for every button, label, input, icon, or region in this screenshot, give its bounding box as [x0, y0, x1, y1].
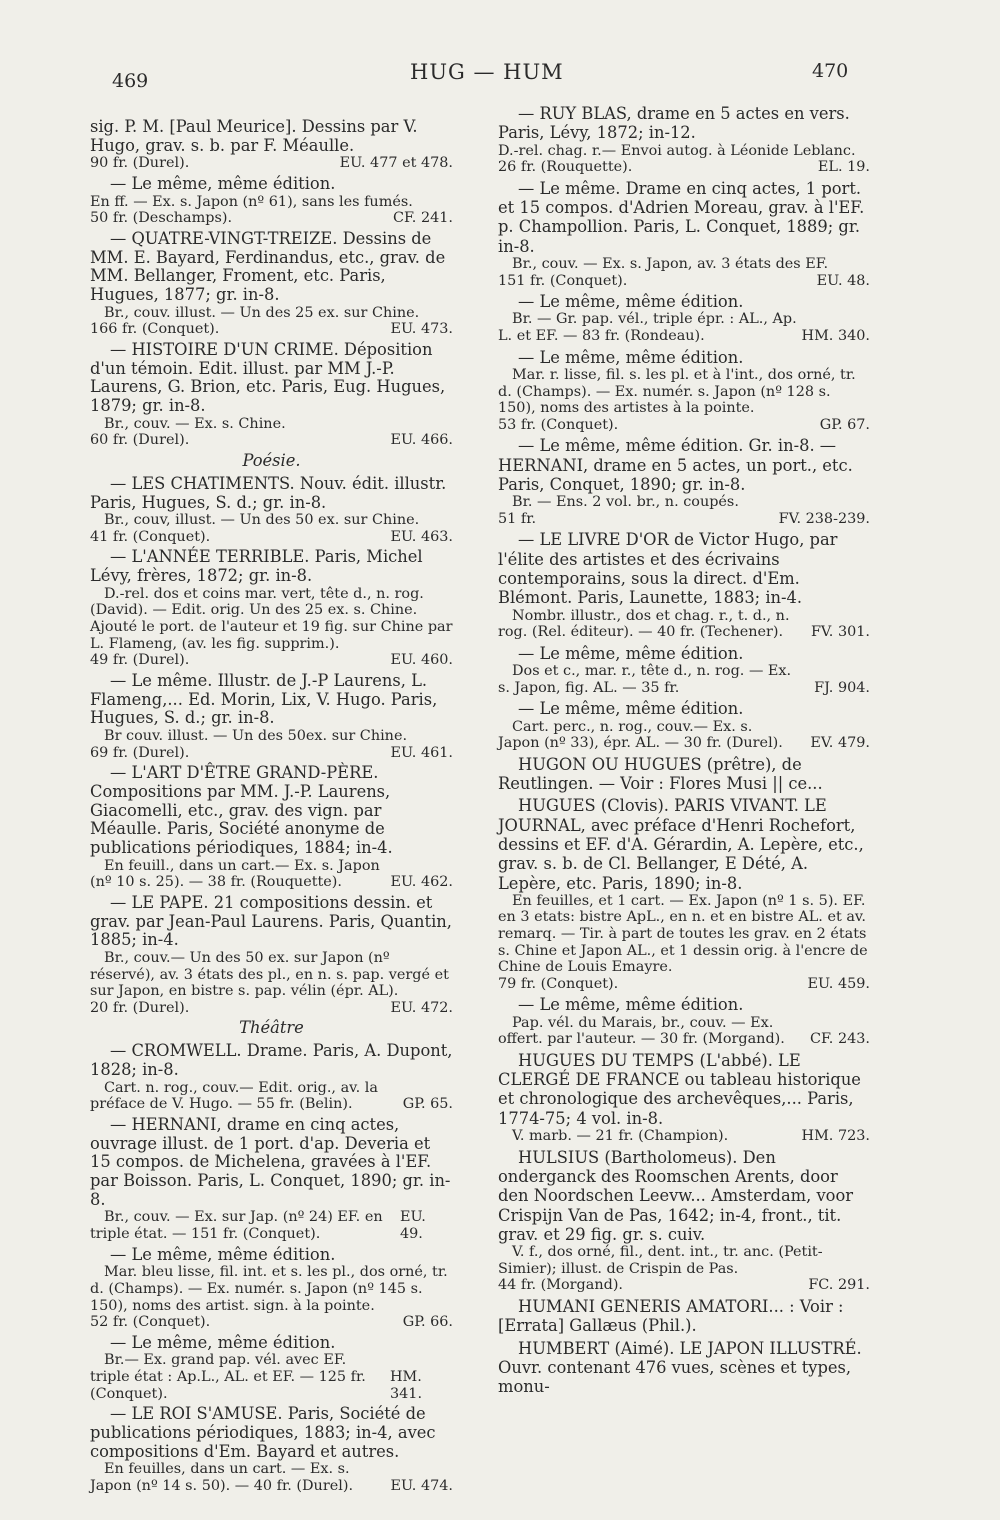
catalog-entry [90, 894, 453, 1016]
catalog-entry [498, 1051, 870, 1145]
entry-price-line [90, 1209, 453, 1242]
entry-text: — Le même. Drame en cinq actes, 1 port. et 15 compos. d'Adrien Moreau, grav. à l'EF. p. Champollion. Paris, L. Conquet, 1889; gr. in-8. [498, 178, 865, 256]
entry-ref: EU. 460. [390, 652, 453, 669]
catalog-entry [90, 175, 453, 227]
entry-text: — HERNANI, drame en cinq actes, ouvrage illust. de 1 port. d'ap. Deveria et 15 compos. de Michelena, gravées à l'EF. par Boisson. Paris, L. Conquet, 1890; gr. in-8. [90, 1114, 451, 1209]
catalog-entry [498, 755, 870, 794]
entry-text: — LE ROI S'AMUSE. Paris, Société de publications périodiques, 1883; in-4, avec compositions d'Em. Bayard et autres. [90, 1404, 436, 1461]
entry-ref: GP. 65. [402, 1096, 453, 1113]
entry-ref: EU. 48. [816, 272, 870, 289]
entry-price: 41 fr. (Conquet). [90, 528, 211, 545]
entry-note: Br., couv, illust. — Un des 50 ex. sur Chine. [104, 512, 420, 529]
entry-price-line [498, 311, 870, 344]
entry-price-line [90, 529, 453, 546]
entry-price: 90 fr. (Durel). [90, 155, 190, 172]
entry-note: Br. — Ens. 2 vol. br., n. coupés. [512, 494, 739, 511]
entry-price: 166 fr. (Conquet). [90, 321, 220, 338]
catalog-entry [90, 1116, 453, 1243]
entry-ref: EU. 463. [390, 528, 453, 545]
entry-note: Pap. vél. du Marais, br., couv. — Ex. offert. par l'auteur. — 30 fr. (Morgand). [498, 1014, 785, 1048]
entry-price-line [498, 159, 870, 176]
catalog-entry [90, 548, 453, 668]
entry-text: — QUATRE-VINGT-TREIZE. Dessins de MM. E. Bayard, Ferdinandus, etc., grav. de MM. Bellanger, Froment, etc. Paris, Hugues, 1877; gr. in-8. [90, 228, 446, 304]
entry-ref: FJ. 904. [814, 679, 870, 696]
entry-ref: EU. 462. [390, 874, 453, 891]
catalog-entry [498, 699, 870, 751]
entry-price: 26 fr. (Rouquette). [498, 159, 633, 176]
running-head: HUG — HUM [410, 60, 564, 84]
catalog-entry [90, 1334, 453, 1402]
entry-text: — LE LIVRE D'OR de Victor Hugo, par l'élite des artistes et des écrivains contemporains, sous la direct. d'Em. Blémont. Paris, Launette, 1883; in-4. [498, 530, 838, 608]
catalog-entry [90, 1405, 453, 1494]
entry-price: 69 fr. (Durel). [90, 744, 190, 761]
entry-note: Br., couv. — Ex. sur Jap. (nº 24) EF. en triple état. — 151 fr. (Conquet). [90, 1209, 383, 1243]
entry-note: Cart. perc., n. rog., couv.— Ex. s. Japon (nº 33), épr. AL. — 30 fr. (Durel). [498, 718, 783, 752]
entry-text: — Le même. Illustr. de J.-P Laurens, L. Flameng,... Ed. Morin, Lix, V. Hugo. Paris, Hugues, S. d.; gr. in-8. [90, 670, 438, 728]
entry-text: — Le même, même édition. [110, 1332, 336, 1352]
entry-ref: FV. 301. [810, 624, 870, 641]
catalog-entry [90, 118, 453, 172]
entry-price-line [498, 417, 870, 434]
entry-price-line [90, 155, 453, 172]
entry-ref: FC. 291. [808, 1277, 870, 1294]
entry-note: Br., couv. — Ex. s. Japon, av. 3 états des EF. [512, 255, 829, 272]
entry-note: Br., couv. illust. — Un des 25 ex. sur Chine. [104, 304, 420, 321]
entry-text: — CROMWELL. Drame. Paris, A. Dupont, 1828; in-8. [90, 1041, 453, 1080]
entry-note: En feuilles, et 1 cart. — Ex. Japon (nº 1 s. 5). EF. en 3 etats: bistre ApL., en n. et en bistre AL. et av. remarq. — Tir. à part de toutes les grav. en 2 états s. Chine et Japon AL., et 1 dessin orig. à l'encre de Chine de Louis Emayre. [498, 892, 868, 976]
entry-price: 60 fr. (Durel). [90, 432, 190, 449]
entry-price-line [498, 976, 870, 993]
entry-price: 79 fr. (Conquet). [498, 975, 619, 992]
entry-note: V. f., dos orné, fil., dent. int., tr. anc. (Petit-Simier); illust. de Crispin de Pas. [498, 1244, 823, 1277]
entry-price-line [90, 1352, 453, 1402]
catalog-entry [498, 436, 870, 527]
entry-note: En feuill., dans un cart.— Ex. s. Japon (nº 10 s. 25). — 38 fr. (Rouquette). [90, 857, 380, 891]
entry-ref: EU. 474. [390, 1477, 453, 1494]
entry-text: — Le même, même édition. [518, 292, 744, 312]
entry-price-line [498, 719, 870, 752]
entry-price-line [498, 273, 870, 290]
entry-text: HUGUES (Clovis). PARIS VIVANT. LE JOURNAL, avec préface d'Henri Rochefort, dessins et EF. d'A. Gérardin, A. Lepère, etc., grav. s. b. de Cl. Bellanger, E Dété, A. Lepère, etc. Paris, 1890; in-8. [498, 796, 864, 893]
entry-text: — LES CHATIMENTS. Nouv. édit. illustr. Paris, Hugues, S. d.; gr. in-8. [90, 473, 447, 512]
entry-ref: EU. 466. [390, 432, 453, 449]
catalog-entry [498, 530, 870, 640]
entry-price-line [498, 663, 870, 696]
entry-note: Br.— Ex. grand pap. vél. avec EF. triple état : Ap.L., AL. et EF. — 125 fr. (Conquet). [90, 1352, 366, 1402]
entry-ref: HM. 340. [801, 328, 870, 345]
catalog-entry [498, 348, 870, 434]
entry-text: HULSIUS (Bartholomeus). Den onderganck des Roomschen Arents, door den Noordschen Leevw... Amsterdam, voor Crispijn Van de Pas, 1642; in-4, front., tit. grav. et 29 fig. gr. s. cuiv. [498, 1147, 854, 1244]
catalog-entry [498, 1339, 870, 1397]
entry-ref: HM. 723. [801, 1128, 870, 1145]
catalog-entry [498, 292, 870, 344]
entry-price-line [90, 1314, 453, 1331]
entry-note: D.-rel. dos et coins mar. vert, tête d., n. rog. (David). — Edit. orig. Un des 25 ex. s. Chine. Ajouté le port. de l'auteur et 19 fig. sur Chine par L. Flameng, (av. les fig. supprim.). [90, 585, 453, 652]
entry-text: HUMANI GENERIS AMATORI... : Voir : [Errata] Gallæus (Phil.). [498, 1296, 844, 1336]
catalog-entry [498, 104, 870, 176]
entry-text: — Le même, même édition. [518, 643, 744, 663]
entry-price-line [498, 511, 870, 528]
page-number-right: 470 [812, 60, 849, 82]
entry-note: En feuilles, dans un cart. — Ex. s. Japon (nº 14 s. 50). — 40 fr. (Durel). [90, 1461, 354, 1494]
entry-text: — RUY BLAS, drame en 5 actes en vers. Paris, Lévy, 1872; in-12. [498, 104, 850, 143]
entry-ref: EV. 479. [810, 735, 870, 752]
entry-ref: EU. 459. [807, 975, 870, 992]
entry-text: — Le même, même édition. [110, 1244, 336, 1264]
catalog-entry [90, 1042, 453, 1113]
entry-price-line [498, 608, 870, 641]
entry-price: 151 fr. (Conquet). [498, 272, 628, 289]
entry-note: Br., couv.— Un des 50 ex. sur Japon (nº réservé), av. 3 états des pl., en n. s. pap. vergé et sur Japon, en bistre s. pap. vélin (épr. AL). [90, 949, 449, 1000]
entry-ref: GP. 66. [402, 1314, 453, 1331]
entry-price-line [90, 652, 453, 669]
entry-price: 53 fr. (Conquet). [498, 416, 619, 433]
entry-text: — Le même, même édition. Gr. in-8. — HERNANI, drame en 5 actes, un port., etc. Paris, Conquet, 1890; gr. in-8. [498, 436, 853, 494]
entry-ref: FV. 238-239. [778, 510, 870, 527]
entry-note: Br. — Gr. pap. vél., triple épr. : AL., Ap. L. et EF. — 83 fr. (Rondeau). [498, 311, 797, 345]
entry-price: 52 fr. (Conquet). [90, 1314, 211, 1331]
section-heading-poesie: Poésie. [242, 450, 301, 470]
entry-price: 20 fr. (Durel). [90, 999, 190, 1016]
entry-price-line [90, 321, 453, 338]
entry-price: 51 fr. [498, 510, 537, 527]
entry-ref: HM. 341. [390, 1369, 423, 1402]
entry-ref: EU. 477 et 478. [339, 155, 453, 172]
catalog-entry [498, 796, 870, 992]
catalog-entry [90, 1246, 453, 1331]
entry-text: — Le même, même édition. [518, 347, 744, 367]
entry-ref: EU. 461. [390, 744, 453, 761]
catalog-entry [90, 230, 453, 338]
entry-note: En ff. — Ex. s. Japon (nº 61), sans les fumés. [90, 193, 413, 210]
entry-text: — Le même, même édition. [518, 699, 744, 719]
catalog-entry [90, 475, 453, 546]
catalog-entry [498, 179, 870, 289]
entry-note: Nombr. illustr., dos et chag. r., t. d., n. rog. (Rel. éditeur). — 40 fr. (Techener). [498, 607, 790, 641]
entry-text: sig. P. M. [Paul Meurice]. Dessins par V. Hugo, grav. s. b. par F. Méaulle. [90, 117, 418, 155]
catalog-entry [90, 341, 453, 449]
entry-price-line [498, 1277, 870, 1294]
catalog-entry [498, 995, 870, 1047]
entry-price: 50 fr. (Deschamps). [90, 210, 233, 227]
entry-note: Cart. n. rog., couv.— Edit. orig., av. la préface de V. Hugo. — 55 fr. (Belin). [90, 1079, 378, 1113]
entry-note: Br., couv. — Ex. s. Chine. [104, 415, 286, 432]
entry-text: — LE PAPE. 21 compositions dessin. et grav. par Jean-Paul Laurens. Paris, Quantin, 1885; in-4. [90, 892, 452, 950]
entry-note: Mar. bleu lisse, fil. int. et s. les pl., dos orné, tr. d. (Champs). — Ex. numér. s. Japon (nº 145 s. 150), noms des artist. sign. à la pointe. [90, 1264, 448, 1314]
entry-ref: EU. 473. [390, 321, 453, 338]
entry-price-line [90, 432, 453, 449]
entry-note: D.-rel. chag. r.— Envoi autog. à Léonide Leblanc. [498, 142, 856, 159]
catalog-entry [90, 672, 453, 761]
entry-price: 44 fr. (Morgand). [498, 1277, 624, 1294]
catalog-entry [498, 1297, 870, 1336]
entry-text: HUGON OU HUGUES (prêtre), de Reutlingen. — Voir : Flores Musi || ce... [498, 754, 823, 794]
entry-text: — Le même, même édition. [518, 995, 744, 1015]
entry-price-line [90, 210, 453, 227]
page-number-left: 469 [112, 70, 149, 92]
entry-price-line [498, 1128, 870, 1145]
section-heading-theatre: Théâtre [239, 1018, 304, 1038]
entry-price-line [90, 745, 453, 762]
entry-price-line [90, 1080, 453, 1113]
entry-ref: CF. 243. [810, 1031, 870, 1048]
entry-ref: EU. 472. [390, 999, 453, 1016]
entry-note: V. marb. — 21 fr. (Champion). [512, 1128, 729, 1145]
entry-ref: EU. 49. [400, 1209, 426, 1243]
entry-text: — HISTOIRE D'UN CRIME. Déposition d'un témoin. Edit. illust. par MM J.-P. Laurens, G. Brion, etc. Paris, Eug. Hugues, 1879; gr. in-8. [90, 339, 446, 415]
entry-price-line [498, 1015, 870, 1048]
page-header [0, 58, 1000, 98]
left-column [90, 118, 453, 1495]
catalog-entry [90, 764, 453, 891]
entry-ref: CF. 241. [393, 210, 453, 227]
entry-text: — L'ART D'ÊTRE GRAND-PÈRE. Compositions par MM. J.-P. Laurens, Giacomelli, etc., grav. des vign. par Méaulle. Paris, Société anonyme de publications périodiques, 1884; in-4. [90, 763, 393, 857]
entry-text: HUGUES DU TEMPS (L'abbé). LE CLERGÉ DE FRANCE ou tableau historique et chronologique des archevêques,... Paris, 1774-75; 4 vol. in-8. [498, 1050, 861, 1128]
entry-price-line [90, 1000, 453, 1017]
catalog-entry [498, 1148, 870, 1294]
entry-price-line [90, 858, 453, 891]
entry-price-line [90, 1461, 453, 1494]
entry-note: Dos et c., mar. r., tête d., n. rog. — Ex. s. Japon, fig. AL. — 35 fr. [498, 663, 792, 696]
entry-text: HUMBERT (Aimé). LE JAPON ILLUSTRÉ. Ouvr. contenant 476 vues, scènes et types, monu- [498, 1338, 862, 1397]
entry-ref: EL. 19. [817, 159, 870, 176]
entry-text: — L'ANNÉE TERRIBLE. Paris, Michel Lévy, frères, 1872; gr. in-8. [90, 547, 423, 586]
right-column [498, 104, 870, 1396]
entry-ref: GP. 67. [819, 416, 870, 433]
entry-price: 49 fr. (Durel). [90, 652, 190, 669]
entry-note: Br couv. illust. — Un des 50ex. sur Chine. [104, 727, 408, 744]
catalog-entry [498, 644, 870, 696]
entry-text: — Le même, même édition. [110, 174, 336, 193]
entry-note: Mar. r. lisse, fil. s. les pl. et à l'int., dos orné, tr. d. (Champs). — Ex. numér. s. Japon (nº 128 s. 150), noms des artistes à la pointe. [498, 366, 856, 417]
